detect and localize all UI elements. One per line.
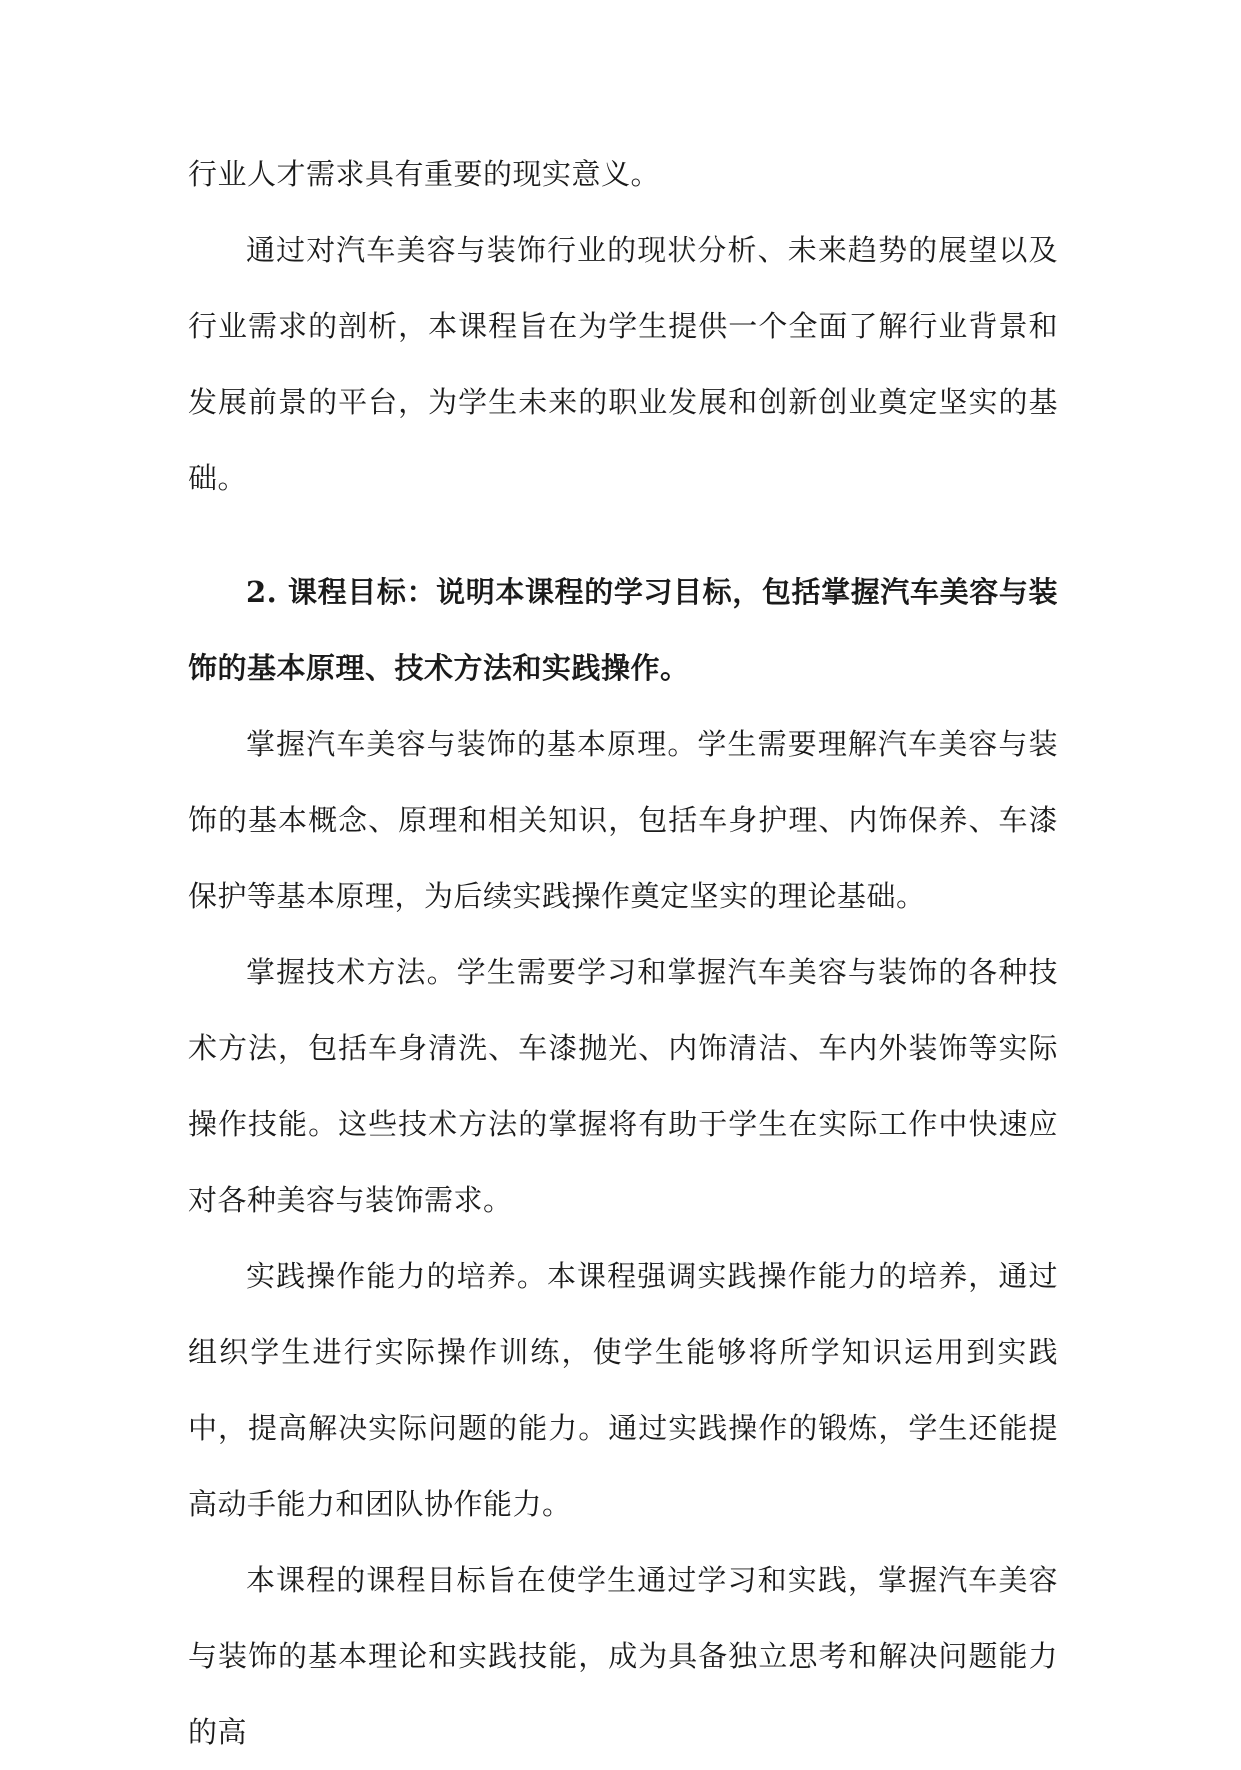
- paragraph-practical-skills: 实践操作能力的培养。本课程强调实践操作能力的培养，通过组织学生进行实际操作训练，使学生能够将所学知识运用到实践中，提高解决实际问题的能力。通过实践操作的锻炼，学生还能提高动手能力和团队协作能力。: [188, 1259, 1058, 1521]
- paragraph-technical-methods: 掌握技术方法。学生需要学习和掌握汽车美容与装饰的各种技术方法，包括车身清洗、车漆抛光、内饰清洁、车内外装饰等实际操作技能。这些技术方法的掌握将有助于学生在实际工作中快速应对各种美容与装饰需求。: [188, 955, 1058, 1217]
- paragraph-basic-principles: 掌握汽车美容与装饰的基本原理。学生需要理解汽车美容与装饰的基本概念、原理和相关知识，包括车身护理、内饰保养、车漆保护等基本原理，为后续实践操作奠定坚实的理论基础。: [188, 727, 1058, 913]
- paragraph-goal-summary: 本课程的课程目标旨在使学生通过学习和实践，掌握汽车美容与装饰的基本理论和实践技能，成为具备独立思考和解决问题能力的高: [188, 1563, 1058, 1749]
- paragraph-continuation: 行业人才需求具有重要的现实意义。: [188, 157, 661, 191]
- document-body: [188, 136, 1058, 1770]
- paragraph-industry-analysis: 通过对汽车美容与装饰行业的现状分析、未来趋势的展望以及行业需求的剖析，本课程旨在为学生提供一个全面了解行业背景和发展前景的平台，为学生未来的职业发展和创新创业奠定坚实的基础。: [188, 233, 1058, 495]
- section-heading-course-goals: 2. 课程目标：说明本课程的学习目标，包括掌握汽车美容与装饰的基本原理、技术方法和实践操作。: [188, 575, 1058, 685]
